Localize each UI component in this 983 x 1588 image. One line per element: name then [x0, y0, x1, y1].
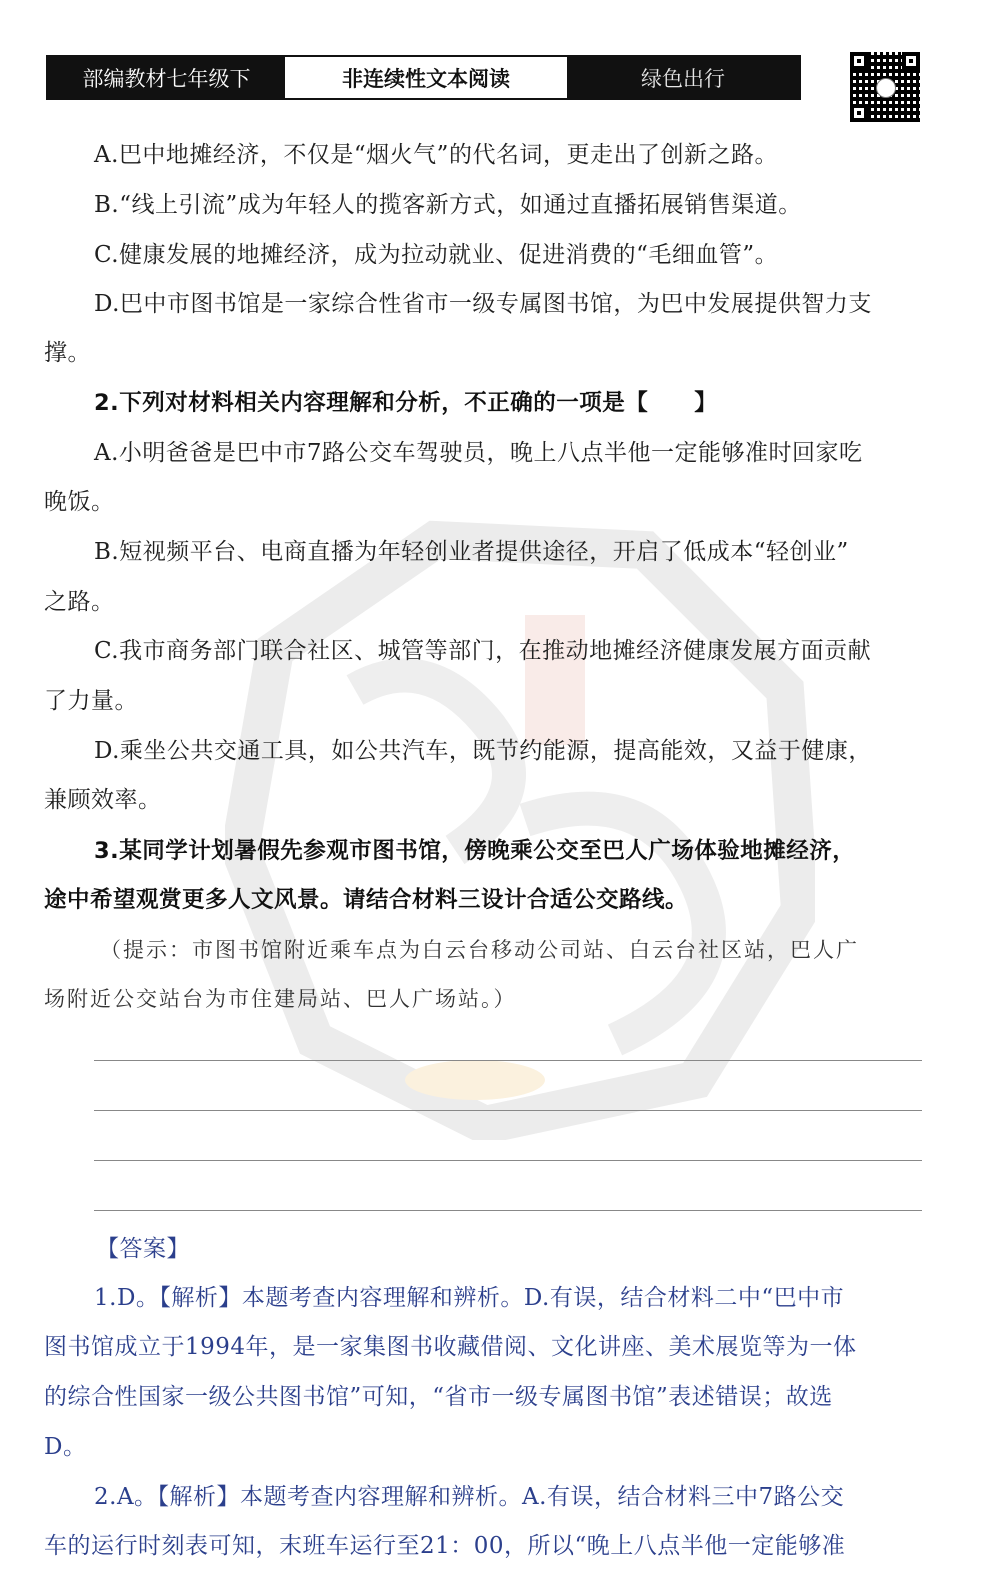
q2-option-a-line1: A.小明爸爸是巴中市7路公交车驾驶员，晚上八点半他一定能够准时回家吃 — [94, 440, 863, 466]
answer-2-line2: 车的运行时刻表可知，末班车运行至21：00，所以“晚上八点半他一定能够准 — [44, 1533, 846, 1559]
answer-2-line1: 2.A。【解析】本题考查内容理解和辨析。A.有误，结合材料三中7路公交 — [94, 1484, 845, 1510]
header-theme-label: 绿色出行 — [567, 57, 799, 98]
q1-option-a: A.巴中地摊经济，不仅是“烟火气”的代名词，更走出了创新之路。 — [94, 142, 778, 168]
q2-option-c-line2: 了力量。 — [44, 688, 138, 714]
answer-1-line4: D。 — [44, 1434, 87, 1460]
q2-option-a-line2: 晚饭。 — [44, 489, 115, 515]
q2-option-d-line2: 兼顾效率。 — [44, 787, 162, 813]
answer-1-line1: 1.D。【解析】本题考查内容理解和辨析。D.有误，结合材料二中“巴中市 — [94, 1285, 845, 1311]
header-topic-label: 非连续性文本阅读 — [285, 57, 567, 98]
q3-stem-line1: 3.某同学计划暑假先参观市图书馆，傍晚乘公交至巴人广场体验地摊经济， — [94, 838, 856, 864]
q2-stem: 2.下列对材料相关内容理解和分析，不正确的一项是【 】 — [94, 390, 718, 416]
answer-line-3[interactable] — [94, 1160, 922, 1161]
header-textbook-label: 部编教材七年级下 — [48, 57, 285, 98]
answer-1-line2: 图书馆成立于1994年，是一家集图书收藏借阅、文化讲座、美术展览等为一体 — [44, 1334, 857, 1360]
q2-option-b-line1: B.短视频平台、电商直播为年轻创业者提供途径，开启了低成本“轻创业” — [94, 539, 849, 565]
q3-stem-line2: 途中希望观赏更多人文风景。请结合材料三设计合适公交路线。 — [44, 887, 689, 913]
answer-line-4[interactable] — [94, 1210, 922, 1211]
q1-option-d-line1: D.巴中市图书馆是一家综合性省市一级专属图书馆，为巴中发展提供智力支 — [94, 291, 872, 317]
seal-watermark-icon — [225, 520, 815, 1140]
q1-option-b: B.“线上引流”成为年轻人的揽客新方式，如通过直播拓展销售渠道。 — [94, 192, 802, 218]
answer-line-2[interactable] — [94, 1110, 922, 1111]
answer-line-1[interactable] — [94, 1060, 922, 1061]
q3-hint-line2: 场附近公交站台为市住建局站、巴人广场站。） — [44, 987, 517, 1011]
q1-option-c: C.健康发展的地摊经济，成为拉动就业、促进消费的“毛细血管”。 — [94, 242, 779, 268]
q2-option-d-line1: D.乘坐公共交通工具，如公共汽车，既节约能源，提高能效，又益于健康， — [94, 738, 872, 764]
answer-heading: 【答案】 — [96, 1236, 190, 1262]
q3-hint-line1: （提示：市图书馆附近乘车点为白云台移动公司站、白云台社区站，巴人广 — [100, 938, 859, 962]
q2-option-c-line1: C.我市商务部门联合社区、城管等部门，在推动地摊经济健康发展方面贡献 — [94, 638, 872, 664]
answer-1-line3: 的综合性国家一级公共图书馆”可知，“省市一级专属图书馆”表述错误；故选 — [44, 1384, 833, 1410]
q2-option-b-line2: 之路。 — [44, 589, 115, 615]
q1-option-d-line2: 撑。 — [44, 340, 91, 366]
header-bar — [46, 55, 801, 100]
qr-code-icon — [850, 52, 920, 122]
